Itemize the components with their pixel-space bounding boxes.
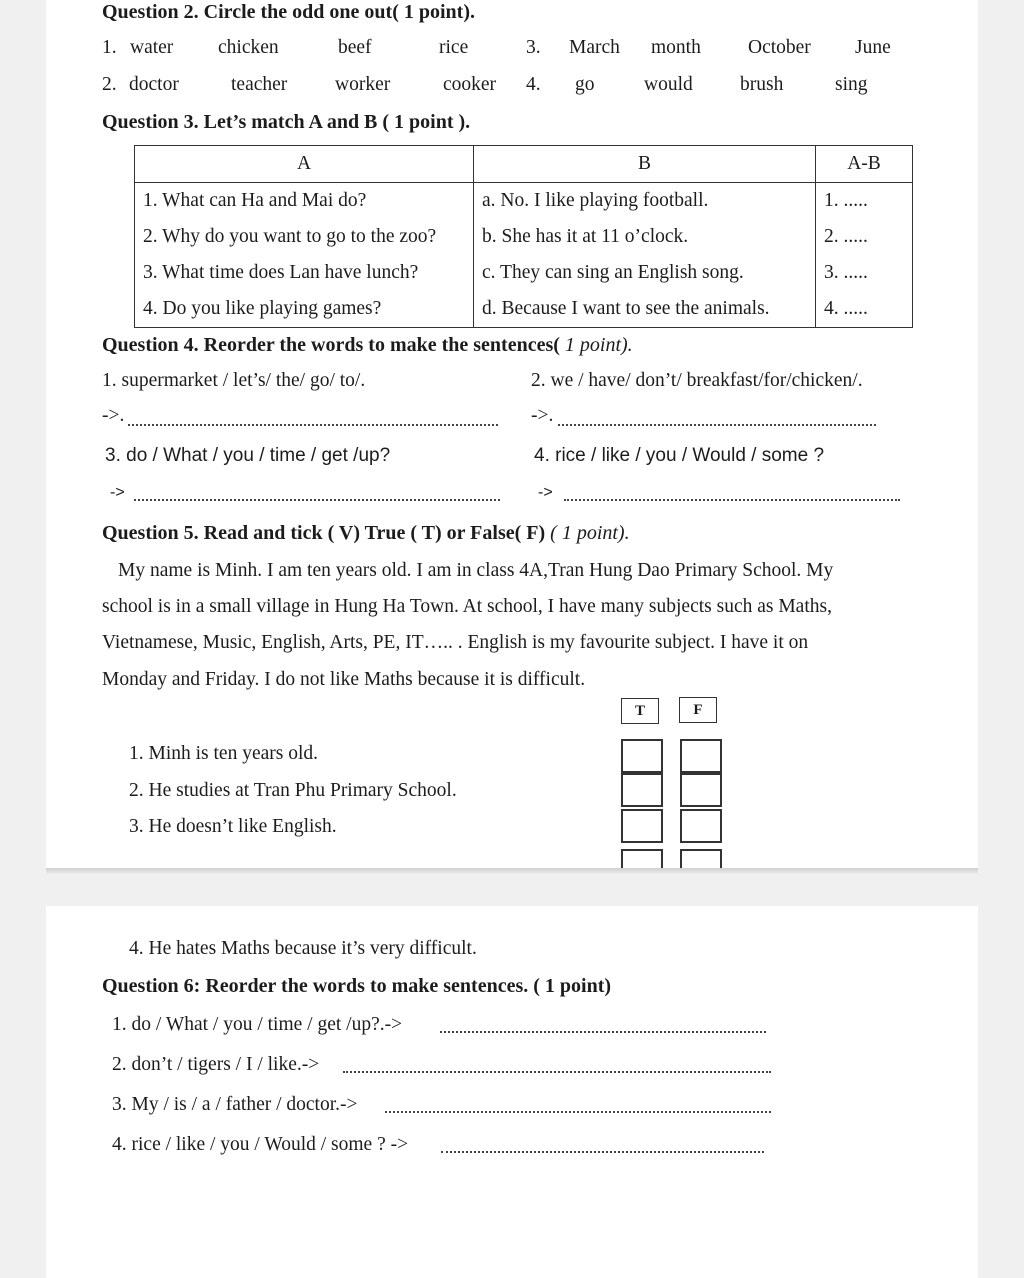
passage-line: Monday and Friday. I do not like Maths because it is difficult. <box>102 669 586 690</box>
q2-word: worker <box>335 74 391 95</box>
statement: 1. Minh is ten years old. <box>129 743 319 764</box>
q3-title: Question 3. Let’s match A and B ( 1 point ). <box>102 111 471 133</box>
q4-item: 2. we / have/ don’t/ breakfast/for/chicken/. <box>531 370 863 391</box>
q4-item: 4. rice / like / you / Would / some ? <box>534 445 825 466</box>
answer-arrow: ->. <box>531 405 554 426</box>
answer-cell: b. She has it at 11 o’clock. <box>474 219 816 255</box>
answer-line[interactable] <box>343 1071 771 1073</box>
false-checkbox[interactable] <box>680 849 722 868</box>
question-cell: 1. What can Ha and Mai do? <box>135 183 474 220</box>
match-blank[interactable]: 1. ..... <box>816 183 913 220</box>
answer-line[interactable] <box>440 1031 766 1033</box>
q5-title-points: ( 1 point). <box>545 522 630 544</box>
table-row <box>135 219 913 255</box>
false-checkbox[interactable] <box>680 809 722 843</box>
false-checkbox[interactable] <box>680 739 722 773</box>
answer-line[interactable] <box>564 499 900 501</box>
q2-title: Question 2. Circle the odd one out( 1 point). <box>102 1 475 23</box>
match-blank[interactable]: 3. ..... <box>816 255 913 291</box>
q4-item: 3. do / What / you / time / get /up? <box>105 445 391 466</box>
q2-word: teacher <box>231 74 288 95</box>
passage-line: school is in a small village in Hung Ha Town. At school, I have many subjects such as Maths, <box>102 596 832 617</box>
answer-line[interactable] <box>128 424 498 426</box>
answer-line[interactable] <box>558 424 876 426</box>
q2-row1-num: 1. <box>102 37 117 58</box>
q2-word: June <box>855 37 891 58</box>
statement: 2. He studies at Tran Phu Primary School. <box>129 780 457 801</box>
q2-word: cooker <box>443 74 497 95</box>
answer-line[interactable] <box>134 499 500 501</box>
table-row <box>135 255 913 291</box>
true-checkbox[interactable] <box>621 773 663 807</box>
answer-arrow: -> <box>110 484 125 501</box>
true-column-header: T <box>621 698 659 724</box>
answer-line[interactable] <box>441 1151 764 1153</box>
q2-word: water <box>130 37 174 58</box>
statement: 3. He doesn’t like English. <box>129 816 337 837</box>
true-checkbox[interactable] <box>621 809 663 843</box>
question-cell: 3. What time does Lan have lunch? <box>135 255 474 291</box>
answer-line[interactable] <box>385 1111 771 1113</box>
q2-word: sing <box>835 74 868 95</box>
match-blank[interactable]: 4. ..... <box>816 291 913 328</box>
q2-word: rice <box>439 37 469 58</box>
answer-arrow: ->. <box>102 405 125 426</box>
q6-item: 2. don’t / tigers / I / like.-> <box>112 1054 320 1075</box>
q2-word: October <box>748 37 811 58</box>
q2-row1-num2: 3. <box>526 37 541 58</box>
answer-cell: a. No. I like playing football. <box>474 183 816 220</box>
q2-word: brush <box>740 74 784 95</box>
column-b-header: B <box>474 146 816 183</box>
column-ab-header: A-B <box>816 146 913 183</box>
q2-word: go <box>575 74 595 95</box>
answer-arrow: -> <box>538 484 553 501</box>
q6-item: 4. rice / like / you / Would / some ? -> <box>112 1134 409 1155</box>
worksheet-page-2 <box>46 906 978 1278</box>
q2-word: chicken <box>218 37 279 58</box>
table-row <box>135 291 913 328</box>
match-table-header <box>135 146 913 183</box>
q4-title-points: 1 point). <box>559 334 633 356</box>
answer-cell: d. Because I want to see the animals. <box>474 291 816 328</box>
answer-cell: c. They can sing an English song. <box>474 255 816 291</box>
q5-title <box>102 522 630 545</box>
q5-title-text: Question 5. Read and tick ( V) True ( T) or False( F) <box>102 522 546 544</box>
q6-item: 3. My / is / a / father / doctor.-> <box>112 1094 358 1115</box>
q4-item: 1. supermarket / let’s/ the/ go/ to/. <box>102 370 366 391</box>
q2-row2-num2: 4. <box>526 74 541 95</box>
page-separator <box>46 868 978 874</box>
match-blank[interactable]: 2. ..... <box>816 219 913 255</box>
q4-title <box>102 334 633 357</box>
statement: 4. He hates Maths because it’s very difficult. <box>129 938 477 959</box>
match-table <box>134 145 913 328</box>
q4-title-text: Question 4. Reorder the words to make the sentences( <box>102 334 560 356</box>
true-checkbox[interactable] <box>621 849 663 868</box>
q6-title: Question 6: Reorder the words to make sentences. ( 1 point) <box>102 975 612 997</box>
q2-word: doctor <box>129 74 179 95</box>
false-checkbox[interactable] <box>680 773 722 807</box>
question-cell: 2. Why do you want to go to the zoo? <box>135 219 474 255</box>
q2-row2-num: 2. <box>102 74 117 95</box>
passage-line: My name is Minh. I am ten years old. I am in class 4A,Tran Hung Dao Primary School. My <box>118 560 834 581</box>
question-cell: 4. Do you like playing games? <box>135 291 474 328</box>
passage-line: Vietnamese, Music, English, Arts, PE, IT….. . English is my favourite subject. I have it on <box>102 632 809 653</box>
q2-word: March <box>569 37 620 58</box>
table-row <box>135 183 913 220</box>
q6-item: 1. do / What / you / time / get /up?.-> <box>112 1014 403 1035</box>
false-column-header: F <box>679 697 717 723</box>
q2-word: would <box>644 74 693 95</box>
q2-word: beef <box>338 37 372 58</box>
q2-word: month <box>651 37 701 58</box>
true-checkbox[interactable] <box>621 739 663 773</box>
column-a-header: A <box>135 146 474 183</box>
